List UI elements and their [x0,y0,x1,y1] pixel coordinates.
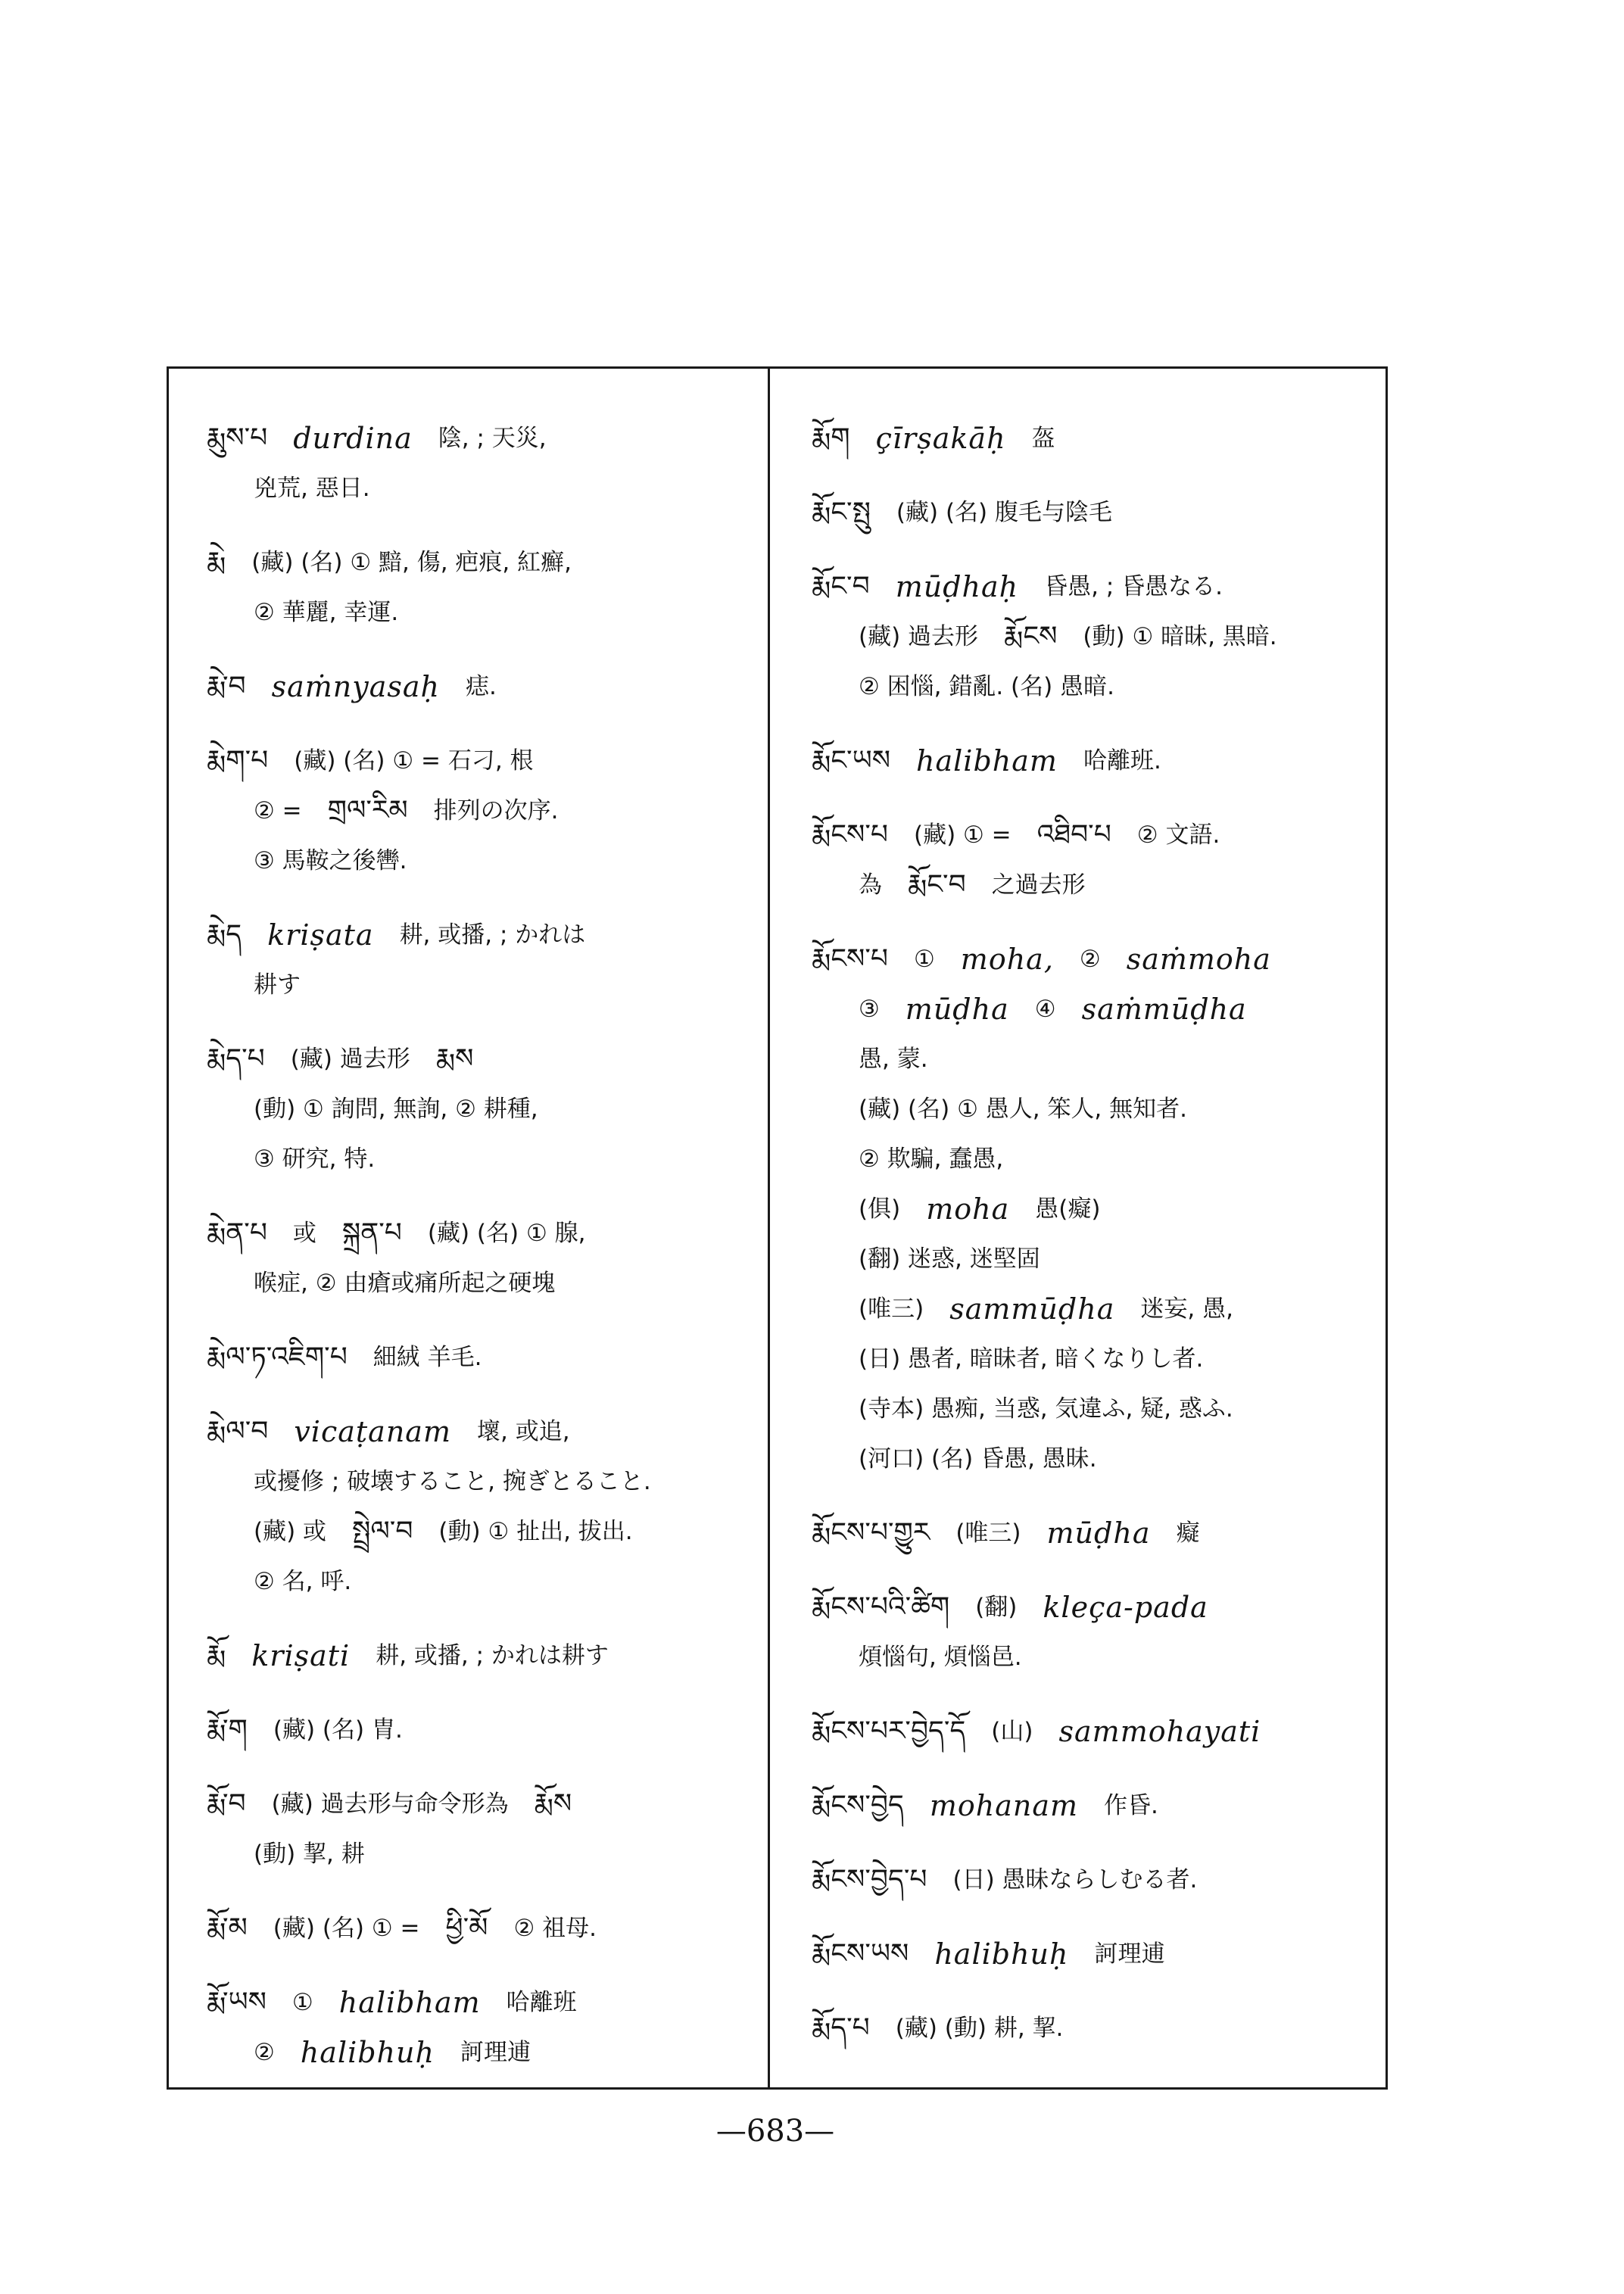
romanized-term: kriṣata [267,918,374,952]
gloss-text: 哈離班. [1083,746,1161,775]
gloss-text: (動) ① 暗昧, 黒暗. [1083,622,1277,650]
romanized-term: çīrṣakāḥ [875,421,1006,455]
gloss-text: (日) 愚者, 暗昧者, 暗くなりし者. [859,1345,1204,1373]
gloss-text: 耕す [254,971,301,999]
gloss-text: (藏) 過去形 [859,622,979,650]
tibetan-term: རྨོངས་པ་གྱུར [812,1516,930,1548]
tibetan-term: འཐིབ་པ [1036,818,1111,850]
dictionary-entry [812,1780,1376,1830]
gloss-text: ② 文語. [1136,821,1220,849]
romanized-term: halibham [916,743,1058,778]
entry-line [207,1903,759,1953]
dictionary-entry [812,1854,1376,1904]
gloss-text: 或 [292,1219,316,1247]
tibetan-term: རྨོངས་བྱེད་པ [812,1863,927,1895]
gloss-text: (藏) ① = [913,821,1011,849]
tibetan-term: རྨོ་ག [207,1713,248,1745]
gloss-text: (藏) (名) ① 愚人, 笨人, 無知者. [859,1095,1187,1123]
dictionary-entry [812,809,1376,909]
romanized-term: mūḍha [905,992,1009,1026]
entry-line [207,1704,759,1754]
dictionary-entry [207,1033,759,1183]
tibetan-term: རྨོངས་བྱེད [812,1789,904,1821]
entry-line [207,1332,759,1382]
tibetan-term: རྨོས [534,1788,572,1819]
tibetan-term: རྨོ་བ [207,1788,246,1819]
dictionary-entry [812,1928,1376,1978]
dictionary-entry [812,413,1376,463]
gloss-text: 訶理逋 [1094,1940,1165,1968]
romanized-term: mūḍhaḥ [895,569,1019,603]
entry-line [812,1383,1376,1433]
romanized-term: saṁmoha [1126,942,1271,976]
gloss-text: 痣. [466,672,497,700]
gloss-text: (動) ① 扯出, 拔出. [438,1517,633,1545]
entry-line [812,1928,1376,1978]
tibetan-term: སྐྲན་པ [341,1217,402,1248]
entry-line [812,1854,1376,1904]
gloss-text: (動) 挈, 耕 [254,1840,365,1868]
dictionary-entry [207,661,759,711]
gloss-text: (俱) [859,1195,901,1223]
entry-line [812,487,1376,537]
tibetan-term: རྨོང་བ [908,868,966,900]
gloss-text: 細絨 羊毛. [372,1343,482,1371]
romanized-term: moha [926,1192,1010,1226]
tibetan-term: རྨོད་པ [812,2012,870,2043]
tibetan-term: སྤྲེལ་བ [352,1515,413,1547]
gloss-text: (藏) 過去形与命令形為 [271,1790,509,1818]
dictionary-entry [207,1778,759,1878]
romanized-term: durdina [293,421,413,455]
gloss-text: (日) 愚昧ならしむる者. [952,1865,1198,1893]
gloss-text: (翻) [975,1593,1018,1621]
entry-line [207,1506,759,1556]
tibetan-term: རྨོང་བ [812,570,870,602]
gloss-text: (河口) (名) 昏愚, 愚昧. [859,1445,1097,1473]
entry-line [207,735,759,785]
romanized-term: halibhuḥ [934,1937,1069,1971]
tibetan-term: རྨུས་པ [207,422,268,454]
entry-line [812,611,1376,661]
romanized-term: sammūḍha [949,1292,1115,1326]
gloss-text: 陰, ; 天災, [438,424,547,452]
gloss-text: 作昏. [1104,1791,1158,1819]
dictionary-entry [812,933,1376,1483]
gloss-text: (藏) (名) 腹毛与陰毛 [896,498,1112,526]
entry-line [812,1433,1376,1483]
tibetan-term: རྨེ [207,546,226,578]
tibetan-term: གྲལ་རིམ [327,794,408,826]
dictionary-entry [207,1704,759,1754]
gloss-text: ① [291,1988,313,2016]
gloss-text: (唯三) [859,1295,924,1323]
romanized-term: vicaṭanam [294,1414,451,1448]
dictionary-entry [207,1406,759,1606]
gloss-text: (藏) (名) ① = [273,1914,420,1942]
gloss-text: (翻) 迷惑, 迷堅固 [859,1245,1040,1273]
romanized-term: sammohayati [1058,1714,1261,1748]
gloss-text: ② 祖母. [513,1914,597,1942]
tibetan-term: རྨོ་མ [207,1912,248,1943]
entry-line [812,1632,1376,1682]
left-column [169,369,770,2087]
gloss-text: (山) [991,1717,1033,1745]
entry-line [812,1507,1376,1557]
gloss-text: (藏) (名) ① 腺, [427,1219,586,1247]
entry-line [207,1630,759,1680]
entry-line [207,463,759,513]
gloss-text: 壞, 或追, [476,1417,570,1445]
tibetan-term: རྨེག་པ [207,744,269,776]
gloss-text: 排列の次序. [433,796,559,824]
gloss-text: ② 華麗, 幸運. [254,598,399,626]
entry-line [812,1582,1376,1632]
entry-line [812,1183,1376,1233]
entry-line [812,1033,1376,1083]
gloss-text: 喉症, ② 由瘡或痛所起之硬塊 [254,1269,556,1297]
entry-line [812,2003,1376,2052]
gloss-text: 為 [859,871,882,899]
entry-line [207,413,759,463]
gloss-text: 耕, 或播, ; かれは [399,921,586,949]
tibetan-term: རྨོངས་པ [812,818,888,850]
dictionary-entry [207,735,759,885]
entry-line [812,1083,1376,1133]
gloss-text: 愚(癡) [1035,1195,1101,1223]
entry-line [207,1406,759,1456]
tibetan-term: རྨོ་ཡས [207,1986,267,2018]
dictionary-frame [167,366,1388,2090]
entry-line [812,413,1376,463]
tibetan-term: རྨོངས་པར་བྱེད་དོ [812,1715,966,1747]
dictionary-entry [207,413,759,513]
dictionary-entry [207,537,759,637]
entry-line [812,1780,1376,1830]
gloss-text: (寺本) 愚痴, 当惑, 気違ふ, 疑, 惑ふ. [859,1395,1233,1423]
entry-line [207,661,759,711]
gloss-text: (藏) (名) ① = 石刁, 根 [294,746,534,775]
entry-line [812,661,1376,711]
gloss-text: 盔 [1031,424,1055,452]
gloss-text: (藏) (名) 胄. [273,1716,403,1744]
entry-line [207,1133,759,1183]
entry-line [812,1133,1376,1183]
entry-line [812,809,1376,859]
gloss-text: 迷妄, 愚, [1140,1295,1233,1323]
entry-line [812,933,1376,983]
entry-line [207,587,759,637]
dictionary-entry [812,561,1376,711]
gloss-text: ② 困惱, 錯亂. (名) 愚暗. [859,672,1114,700]
romanized-term: halibham [338,1985,481,2019]
dictionary-entry [207,1903,759,1953]
gloss-text: ② [1079,945,1101,973]
dictionary-entry [207,1977,759,2077]
romanized-term: mūḍha [1046,1516,1151,1550]
entry-line [207,1778,759,1828]
gloss-text: 癡 [1176,1519,1200,1547]
entry-line [812,1333,1376,1383]
romanized-term: moha, [960,942,1054,976]
entry-line [812,1233,1376,1283]
tibetan-term: རྨེན་པ [207,1217,267,1248]
gloss-text: 煩惱句, 煩惱邑. [859,1643,1022,1671]
entry-line [207,1258,759,1308]
entry-line [207,2027,759,2077]
tibetan-term: རྨེད [207,918,242,950]
gloss-text: (藏) 或 [254,1517,327,1545]
entry-line [207,1977,759,2027]
entry-line [812,859,1376,909]
gloss-text: 兇荒, 惡日. [254,474,370,502]
romanized-term: mohanam [929,1788,1079,1822]
dictionary-entry [812,2003,1376,2052]
romanized-term: saṁmūḍha [1081,992,1247,1026]
tibetan-term: རྨེད་པ [207,1043,265,1074]
dictionary-entry [207,1208,759,1308]
entry-line [207,1456,759,1506]
gloss-text: (動) ① 詢問, 無詢, ② 耕種, [254,1095,538,1123]
gloss-text: ③ [859,995,880,1023]
tibetan-term: རྨོངས་པ [812,943,888,974]
entry-line [207,1083,759,1133]
gloss-text: ③ 馬鞍之後轡. [254,846,407,874]
gloss-text: ④ [1034,995,1056,1023]
gloss-text: ② = [254,796,302,824]
gloss-text: ③ 研究, 特. [254,1145,376,1173]
entry-line [207,1208,759,1258]
entry-line [812,561,1376,611]
dictionary-entry [812,487,1376,537]
entry-line [207,909,759,959]
gloss-text: ② [254,2038,275,2066]
tibetan-term: རྨེ་བ [207,670,246,702]
tibetan-term: རྨོང་ཡས [812,744,891,776]
page-number: —683— [715,2114,835,2149]
dictionary-entry [207,909,759,1009]
gloss-text: 之過去形 [991,871,1086,899]
entry-line [207,1828,759,1878]
gloss-text: ② 名, 呼. [254,1567,352,1595]
romanized-term: halibhuḥ [300,2035,435,2069]
entry-line [812,1283,1376,1333]
tibetan-term: རྨས [435,1043,474,1074]
entry-line [207,1033,759,1083]
gloss-text: 耕, 或播, ; かれは耕す [376,1641,609,1669]
dictionary-entry [812,735,1376,785]
romanized-term: kriṣati [251,1638,351,1672]
tibetan-term: ཕྱི་མོ [445,1912,488,1943]
dictionary-entry [812,1582,1376,1682]
dictionary-entry [207,1332,759,1382]
entry-line [812,1706,1376,1756]
tibetan-term: རྨོངས་པའི་ཚིག [812,1591,950,1622]
entry-line [207,959,759,1009]
tibetan-term: རྨོངས [1004,620,1058,652]
gloss-text: (唯三) [955,1519,1021,1547]
gloss-text: ② 欺騙, 蠢愚, [859,1145,1004,1173]
gloss-text: ① [913,945,935,973]
entry-line [207,785,759,835]
entry-line [207,1556,759,1606]
right-column [770,369,1386,2087]
tibetan-term: རྨེལ་ཏ་འཇིག་པ [207,1341,348,1373]
gloss-text: 訶理逋 [460,2038,531,2066]
romanized-term: saṁnyasaḥ [271,669,441,703]
tibetan-term: རྨེལ་བ [207,1415,269,1447]
dictionary-entry [812,1507,1376,1557]
romanized-term: kleça-pada [1043,1590,1208,1624]
gloss-text: 或擾修 ; 破壊すること, 捥ぎとること. [254,1467,651,1495]
gloss-text: 哈離班 [506,1988,577,2016]
tibetan-term: རྨོངས་ཡས [812,1937,909,1969]
entry-line [207,537,759,587]
gloss-text: (藏) (名) ① 黯, 傷, 疤痕, 紅癬, [251,548,572,576]
gloss-text: 愚, 蒙. [859,1045,928,1073]
entry-line [207,835,759,885]
gloss-text: (藏) 過去形 [290,1045,410,1073]
dictionary-entry [812,1706,1376,1756]
tibetan-term: རྨོང་སྤུ [812,496,871,528]
tibetan-term: རྨོག [812,422,850,454]
dictionary-entry [207,1630,759,1680]
gloss-text: (藏) (動) 耕, 挈. [895,2014,1064,2042]
gloss-text: 昏愚, ; 昏愚なる. [1044,572,1223,600]
tibetan-term: རྨོ [207,1639,226,1671]
entry-line [812,983,1376,1033]
entry-line [812,735,1376,785]
